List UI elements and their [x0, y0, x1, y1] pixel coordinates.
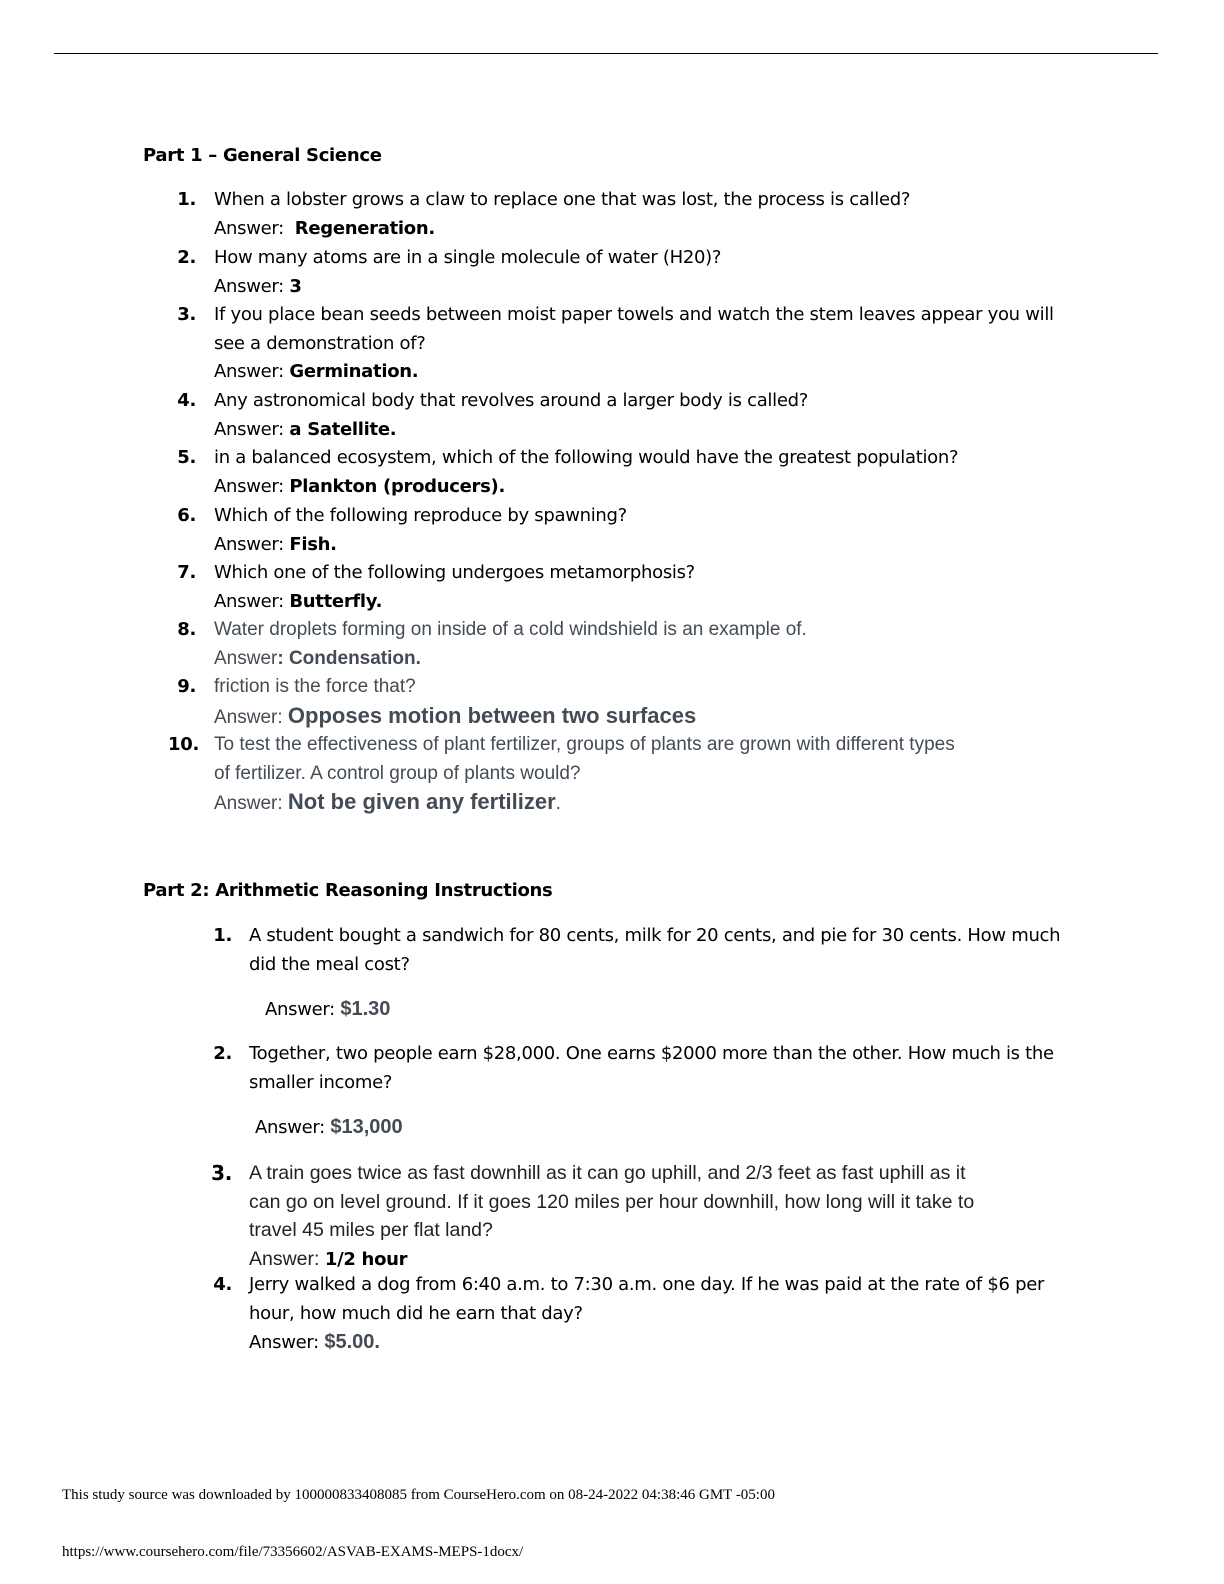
- answer-value: Plankton (producers).: [289, 475, 506, 497]
- top-rule: [54, 53, 1158, 54]
- answer-value: $13,000: [330, 1116, 403, 1138]
- question-text: can go on level ground. If it goes 120 miles per hour downhill, how long will it take to: [249, 1190, 975, 1213]
- answer-value: Not be given any fertilizer: [287, 789, 556, 815]
- question-text: A train goes twice as fast downhill as it can go uphill, and 2/3 feet as fast uphill as it: [249, 1162, 966, 1184]
- question-text: If you place bean seeds between moist paper towels and watch the stem leaves appear you will: [214, 304, 1054, 325]
- question-number: 2.: [177, 247, 196, 268]
- question-text: hour, how much did he earn that day?: [249, 1302, 583, 1324]
- answer-line: Answer: Fish.: [214, 533, 337, 555]
- p2-answer-2: Answer: $13,000: [255, 1116, 403, 1138]
- part2-heading: Part 2: Arithmetic Reasoning Instructions: [143, 880, 553, 901]
- answer-line: Answer: 3: [214, 275, 302, 297]
- question-text: did the meal cost?: [249, 953, 410, 975]
- question-number: 7.: [177, 562, 196, 583]
- question-text: of fertilizer. A control group of plants would?: [214, 762, 581, 784]
- question-text: To test the effectiveness of plant fertilizer, groups of plants are grown with different types: [214, 734, 955, 755]
- answer-value: : Condensation.: [277, 647, 421, 669]
- answer-value: a Satellite.: [289, 418, 397, 440]
- question-number: 3.: [177, 304, 196, 325]
- p2-answer-1: Answer: $1.30: [265, 998, 391, 1020]
- answer-value: Fish.: [289, 533, 337, 555]
- question-text: Which one of the following undergoes metamorphosis?: [214, 562, 695, 583]
- answer-value: $1.30: [340, 998, 391, 1020]
- question-text: Any astronomical body that revolves around a larger body is called?: [214, 390, 808, 411]
- answer-line: Answer: Butterfly.: [214, 590, 383, 612]
- question-text: in a balanced ecosystem, which of the following would have the greatest population?: [214, 447, 959, 468]
- question-number: 2.: [213, 1043, 232, 1064]
- answer-value: $5.00.: [324, 1331, 380, 1354]
- question-number: 8.: [177, 619, 196, 640]
- answer-line: Answer: a Satellite.: [214, 418, 397, 440]
- question-text: A student bought a sandwich for 80 cents, milk for 20 cents, and pie for 30 cents. How much: [249, 925, 1061, 946]
- answer-line: Answer: Condensation.: [214, 647, 421, 669]
- question-number: 9.: [177, 676, 196, 697]
- question-number: 1.: [213, 925, 232, 946]
- question-text: Which of the following reproduce by spawning?: [214, 505, 627, 526]
- question-number: 10.: [168, 734, 199, 755]
- answer-value: 3: [289, 275, 302, 297]
- part1-heading: Part 1 – General Science: [143, 145, 382, 166]
- answer-line: Answer: Germination.: [214, 361, 419, 383]
- question-text: When a lobster grows a claw to replace one that was lost, the process is called?: [214, 189, 911, 210]
- question-number: 4.: [213, 1274, 232, 1295]
- answer-line: Answer: Regeneration.: [214, 217, 435, 239]
- answer-value: 1/2 hour: [324, 1248, 408, 1270]
- answer-value: Butterfly.: [289, 590, 383, 612]
- question-number: 6.: [177, 505, 196, 526]
- question-text: friction is the force that?: [214, 676, 416, 697]
- question-text: Together, two people earn $28,000. One earns $2000 more than the other. How much is the: [249, 1043, 1054, 1064]
- question-number: 1.: [177, 189, 196, 210]
- question-number: 3.: [211, 1161, 232, 1185]
- question-text: Jerry walked a dog from 6:40 a.m. to 7:30 a.m. one day. If he was paid at the rate of $6 per: [249, 1274, 1045, 1295]
- question-text: see a demonstration of?: [214, 332, 426, 354]
- answer-line: Answer: Not be given any fertilizer.: [214, 789, 561, 815]
- answer-value: Germination.: [289, 361, 419, 383]
- source-url[interactable]: https://www.coursehero.com/file/73356602/ASVAB-EXAMS-MEPS-1docx/: [62, 1544, 524, 1560]
- answer-line: Answer: $5.00.: [249, 1331, 380, 1354]
- answer-line: Answer: Plankton (producers).: [214, 475, 506, 497]
- answer-line: Answer: Opposes motion between two surfaces: [214, 702, 697, 728]
- download-notice: This study source was downloaded by 100000833408085 from CourseHero.com on 08-24-2022 04:38:46 GMT -05:00: [62, 1487, 775, 1503]
- question-text: travel 45 miles per flat land?: [249, 1219, 493, 1242]
- answer-line: Answer: 1/2 hour: [249, 1247, 408, 1270]
- answer-value: Regeneration.: [294, 217, 435, 239]
- question-number: 4.: [177, 390, 196, 411]
- question-text: How many atoms are in a single molecule of water (H20)?: [214, 247, 722, 268]
- answer-value: Opposes motion between two surfaces: [287, 702, 697, 728]
- question-number: 5.: [177, 447, 196, 468]
- question-text: Water droplets forming on inside of a cold windshield is an example of.: [214, 619, 807, 640]
- question-text: smaller income?: [249, 1071, 393, 1093]
